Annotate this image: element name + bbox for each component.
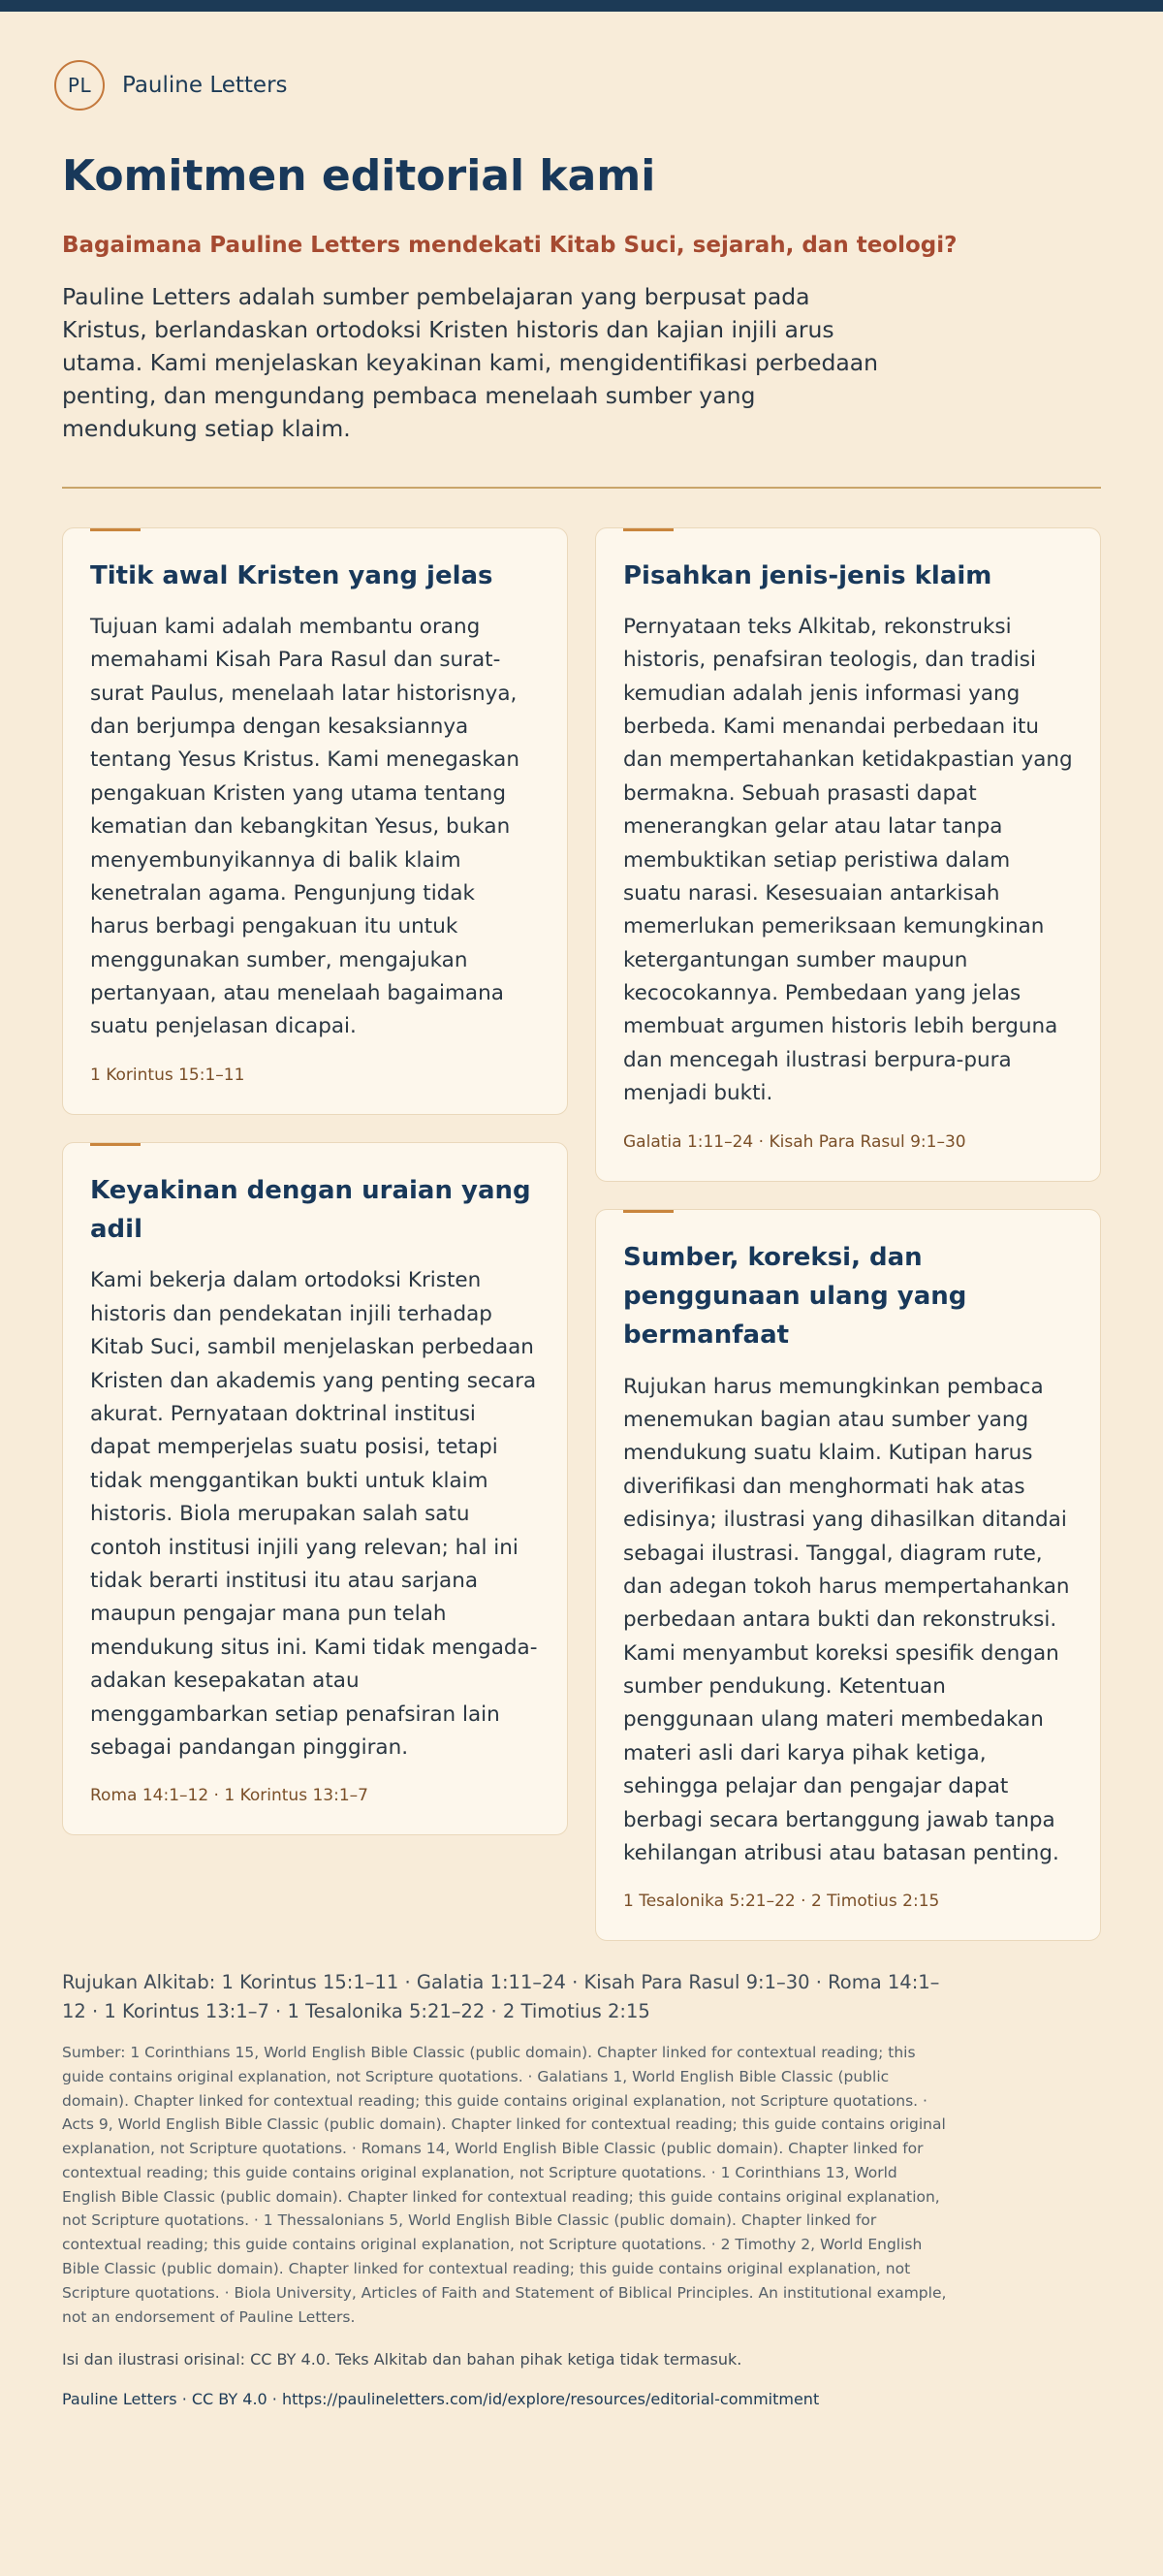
card-body: Rujukan harus memungkinkan pembaca menemukan bagian atau sumber yang mendukung suatu klaim. Kutipan harus diverifikasi dan menghormati hak atas edisinya; ilustrasi yang dihasilkan ditandai sebagai ilustrasi. Tanggal, diagram rute, dan adegan tokoh harus mempertahankan perbedaan antara bukti dan rekonstruksi. Kami menyambut koreksi spesifik dengan sumber pendukung. Ketentuan penggunaan ulang materi membedakan materi asli dari karya pihak ketiga, sehingga pelajar dan pengajar dapat berbagi secara bertanggung jawab tanpa kehilangan atribusi atau batasan penting.	[623, 1374, 1070, 1866]
divider	[62, 487, 1101, 489]
intro-paragraph: Pauline Letters adalah sumber pembelajaran yang berpusat pada Kristus, berlandaskan ortodoksi Kristen historis dan kajian injili arus utama. Kami menjelaskan keyakinan kami, mengidentifikasi perbedaan penting, dan mengundang pembaca menelaah sumber yang mendukung setiap klaim.	[62, 283, 879, 443]
card-title: Titik awal Kristen yang jelas	[90, 560, 493, 590]
sources-list: Sumber: 1 Corinthians 15, World English Bible Classic (public domain). Chapter linked for contextual reading; this guide contains original explanation, not Scripture quotations. · Galatians 1, World English Bible Classic (public domain). Chapter linked for contextual reading; this guide contains original explanation, not Scripture quotations. · Acts 9, World English Bible Classic (public domain). Chapter linked for contextual reading; this guide contains original explanation, not Scripture quotations. · Romans 14, World English Bible Classic (public domain). Chapter linked for contextual reading; this guide contains original explanation, not Scripture quotations. · 1 Corinthians 13, World English Bible Classic (public domain). Chapter linked for contextual reading; this guide contains original explanation, not Scripture quotations. · 1 Thessalonians 5, World English Bible Classic (public domain). Chapter linked for contextual reading; this guide contains original explanation, not Scripture quotations. · 2 Timothy 2, World English Bible Classic (public domain). Chapter linked for contextual reading; this guide contains original explanation, not Scripture quotations. · Biola University, Articles of Faith and Statement of Biblical Principles. An institutional example, not an endorsement of Pauline Letters.	[62, 2043, 947, 2326]
card-sources-corrections-reuse	[595, 1209, 1101, 1942]
license-note: Isi dan ilustrasi orisinal: CC BY 4.0. Teks Alkitab dan bahan pihak ketiga tidak termasuk.	[62, 2350, 742, 2369]
card-scripture-ref[interactable]: 1 Tesalonika 5:21–22 · 2 Timotius 2:15	[623, 1892, 940, 1912]
card-column-left	[62, 527, 568, 1836]
page	[0, 60, 1163, 2408]
card-accent	[90, 1143, 141, 1146]
site-logo[interactable]: PL	[54, 60, 105, 111]
card-body: Tujuan kami adalah membantu orang memahami Kisah Para Rasul dan surat-surat Paulus, menelaah latar historisnya, dan berjumpa dengan kesaksiannya tentang Yesus Kristus. Kami menegaskan pengakuan Kristen yang utama tentang kematian dan kebangkitan Yesus, bukan menyembunyikannya di balik klaim kenetralan agama. Pengunjung tidak harus berbagi pengakuan itu untuk menggunakan sumber, mengajukan pertanyaan, atau menelaah bagaimana suatu penjelasan dicapai.	[90, 614, 519, 1039]
card-title: Pisahkan jenis-jenis klaim	[623, 560, 992, 590]
card-christian-starting-point	[62, 527, 568, 1115]
card-separate-claims	[595, 527, 1101, 1182]
card-column-right	[595, 527, 1101, 1942]
site-header	[62, 60, 1101, 111]
credit-link[interactable]: Pauline Letters · CC BY 4.0 · https://paulineletters.com/id/explore/resources/editorial-commitment	[62, 2390, 820, 2409]
page-title: Komitmen editorial kami	[62, 151, 656, 201]
site-name[interactable]: Pauline Letters	[122, 73, 288, 98]
card-accent	[90, 528, 141, 531]
page-subtitle: Bagaimana Pauline Letters mendekati Kitab Suci, sejarah, dan teologi?	[62, 233, 958, 258]
card-conviction-fair-description	[62, 1142, 568, 1835]
card-title: Sumber, koreksi, dan penggunaan ulang yang bermanfaat	[623, 1242, 967, 1351]
card-accent	[623, 528, 674, 531]
card-body: Pernyataan teks Alkitab, rekonstruksi historis, penafsiran teologis, dan tradisi kemudian adalah jenis informasi yang berbeda. Kami menandai perbedaan itu dan mempertahankan ketidakpastian yang bermakna. Sebuah prasasti dapat menerangkan gelar atau latar tanpa membuktikan setiap peristiwa dalam suatu narasi. Kesesuaian antarkisah memerlukan pemeriksaan kemungkinan ketergantungan sumber maupun kecocokannya. Pembedaan yang jelas membuat argumen historis lebih berguna dan mencegah ilustrasi berpura-pura menjadi bukti.	[623, 614, 1073, 1106]
card-scripture-ref[interactable]: Galatia 1:11–24 · Kisah Para Rasul 9:1–30	[623, 1131, 966, 1152]
card-title: Keyakinan dengan uraian yang adil	[90, 1175, 531, 1245]
top-bar	[0, 0, 1163, 12]
card-grid	[62, 527, 1101, 1942]
card-scripture-ref[interactable]: 1 Korintus 15:1–11	[90, 1065, 245, 1085]
card-accent	[623, 1210, 674, 1213]
scripture-references: Rujukan Alkitab: 1 Korintus 15:1–11 · Galatia 1:11–24 · Kisah Para Rasul 9:1–30 · Roma 14:1–12 · 1 Korintus 13:1–7 · 1 Tesalonika 5:21–22 · 2 Timotius 2:15	[62, 1971, 940, 2022]
card-scripture-ref[interactable]: Roma 14:1–12 · 1 Korintus 13:1–7	[90, 1786, 368, 1806]
card-body: Kami bekerja dalam ortodoksi Kristen historis dan pendekatan injili terhadap Kitab Suci, sambil menjelaskan perbedaan Kristen dan akademis yang penting secara akurat. Pernyataan doktrinal institusi dapat memperjelas suatu posisi, tetapi tidak menggantikan bukti untuk klaim historis. Biola merupakan salah satu contoh institusi injili yang relevan; hal ini tidak berarti institusi itu atau sarjana maupun pengajar mana pun telah mendukung situs ini. Kami tidak mengada-adakan kesepakatan atau menggambarkan setiap penafsiran lain sebagai pandangan pinggiran.	[90, 1268, 538, 1760]
